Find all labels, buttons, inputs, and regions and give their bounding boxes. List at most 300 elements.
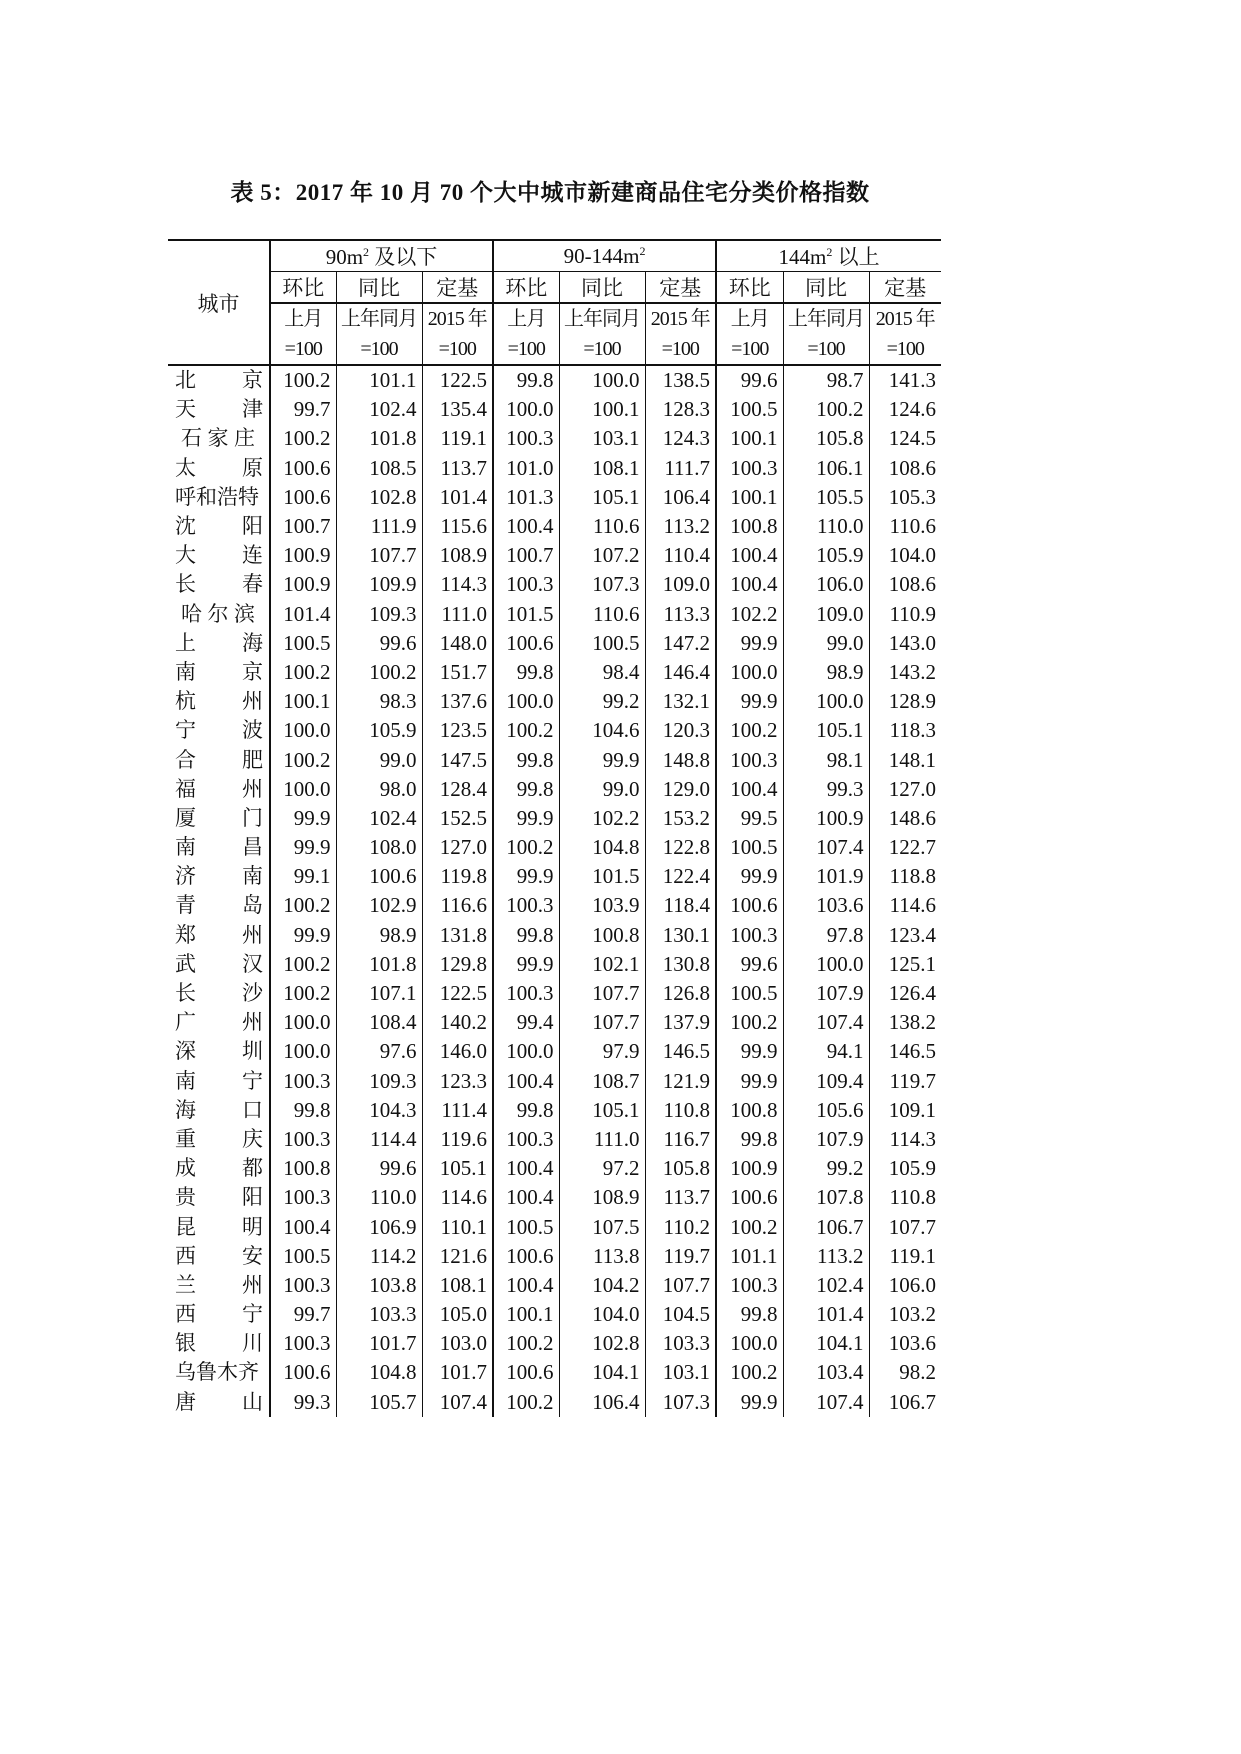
table-row — [168, 1242, 941, 1271]
value-cell: 100.4 — [493, 1183, 559, 1212]
value-cell: 105.3 — [888, 484, 937, 509]
value-cell: 124.5 — [888, 426, 937, 451]
city-name-part: 肥 — [242, 747, 263, 772]
metric-header: 环比 — [493, 272, 559, 304]
table-row — [168, 716, 941, 745]
table-row — [168, 1096, 941, 1125]
city-cell — [168, 424, 270, 453]
table-row — [168, 512, 941, 541]
value-cell: 99.2 — [559, 687, 645, 716]
table-row — [168, 454, 941, 483]
value-cell: 100.3 — [716, 454, 783, 483]
city-name-part: 银 — [175, 1331, 196, 1356]
base-header: 上年同月 — [783, 303, 869, 334]
value-cell: 105.8 — [783, 424, 869, 453]
city-cell — [168, 891, 270, 920]
value-cell: 102.1 — [559, 950, 645, 979]
value-cell: 100.7 — [270, 512, 336, 541]
value-cell: 101.4 — [783, 1300, 869, 1329]
value-cell: 100.5 — [559, 629, 645, 658]
value-cell: 105.7 — [336, 1388, 422, 1417]
value-cell: 123.3 — [422, 1067, 493, 1096]
value-cell: 106.9 — [336, 1212, 422, 1241]
value-cell: 100.9 — [270, 541, 336, 570]
value-cell: 106.1 — [783, 454, 869, 483]
city-cell — [168, 1242, 270, 1271]
value-cell: 107.8 — [783, 1183, 869, 1212]
value-cell: 100.6 — [270, 483, 336, 512]
city-name-part: 家 — [207, 426, 229, 451]
value-cell: 106.0 — [783, 570, 869, 599]
value-cell: 100.6 — [270, 454, 336, 483]
city-cell — [168, 716, 270, 745]
city-cell — [168, 1037, 270, 1066]
city-name-part: 宁 — [242, 1302, 263, 1327]
value-cell: 104.0 — [888, 543, 937, 568]
value-cell: 146.5 — [888, 1039, 937, 1064]
value-cell: 101.8 — [336, 950, 422, 979]
value-cell: 110.6 — [559, 512, 645, 541]
base-value-header: =100 — [336, 334, 422, 365]
table-title: 表 5：2017 年 10 月 70 个大中城市新建商品住宅分类价格指数 — [230, 180, 870, 205]
value-cell: 99.8 — [493, 745, 559, 774]
city-name-part: 北 — [175, 368, 196, 393]
table-row — [168, 395, 941, 424]
value-cell: 115.6 — [422, 512, 493, 541]
city-name-part: 安 — [242, 1243, 263, 1268]
table-row — [168, 1300, 941, 1329]
value-cell: 109.4 — [783, 1067, 869, 1096]
value-cell: 100.2 — [716, 1358, 783, 1387]
value-cell: 107.7 — [888, 1214, 937, 1239]
table-row — [168, 1388, 941, 1417]
value-cell: 113.7 — [422, 454, 493, 483]
city-name-part: 沙 — [242, 981, 263, 1006]
value-cell: 99.9 — [270, 921, 336, 950]
value-cell: 138.2 — [888, 1010, 937, 1035]
value-cell: 107.3 — [645, 1388, 716, 1417]
value-cell: 106.4 — [559, 1388, 645, 1417]
value-cell: 110.0 — [336, 1183, 422, 1212]
value-cell: 100.5 — [270, 1242, 336, 1271]
value-cell: 129.8 — [422, 950, 493, 979]
value-cell: 100.6 — [493, 1242, 559, 1271]
value-cell: 100.2 — [270, 950, 336, 979]
value-cell: 100.3 — [270, 1183, 336, 1212]
value-cell: 100.0 — [493, 1037, 559, 1066]
value-cell: 100.2 — [493, 1329, 559, 1358]
value-cell: 99.9 — [270, 804, 336, 833]
city-name-part: 武 — [175, 951, 196, 976]
city-name-part: 福 — [175, 776, 196, 801]
value-cell: 110.8 — [889, 1185, 937, 1210]
city-name-part: 海 — [242, 630, 263, 655]
city-cell — [168, 1067, 270, 1096]
value-cell: 99.1 — [270, 862, 336, 891]
value-cell: 99.6 — [336, 629, 422, 658]
city-name-part: 庆 — [242, 1126, 263, 1151]
city-name-part: 南 — [175, 1068, 196, 1093]
city-cell — [168, 1096, 270, 1125]
value-cell: 110.0 — [783, 512, 869, 541]
value-cell: 111.0 — [559, 1125, 645, 1154]
base-header: 2015 年 — [645, 303, 716, 334]
value-cell: 100.3 — [493, 570, 559, 599]
value-cell: 99.9 — [716, 862, 783, 891]
value-cell: 107.9 — [783, 979, 869, 1008]
value-cell: 124.3 — [645, 424, 716, 453]
city-cell — [168, 454, 270, 483]
base-header: 2015 年 — [422, 303, 493, 334]
value-cell: 100.5 — [716, 833, 783, 862]
value-cell: 148.6 — [888, 805, 937, 830]
value-cell: 108.6 — [888, 455, 937, 480]
city-name-part: 门 — [242, 805, 263, 830]
city-name-part: 南 — [175, 659, 196, 684]
value-cell: 100.2 — [493, 716, 559, 745]
value-cell: 100.6 — [716, 891, 783, 920]
metric-header: 环比 — [716, 272, 783, 304]
city-name-part: 哈 — [181, 601, 202, 626]
value-cell: 98.2 — [899, 1360, 937, 1385]
value-cell: 104.2 — [559, 1271, 645, 1300]
value-cell: 107.1 — [336, 979, 422, 1008]
city-name-part: 州 — [242, 689, 263, 714]
table-row — [168, 833, 941, 862]
value-cell: 100.0 — [559, 365, 645, 395]
value-cell: 103.8 — [336, 1271, 422, 1300]
value-cell: 101.0 — [493, 454, 559, 483]
value-cell: 100.9 — [783, 804, 869, 833]
value-cell: 108.6 — [888, 572, 937, 597]
city-cell — [168, 1271, 270, 1300]
value-cell: 97.8 — [783, 921, 869, 950]
city-name-part: 明 — [242, 1214, 263, 1239]
value-cell: 98.9 — [336, 921, 422, 950]
city-name-part: 州 — [242, 1272, 263, 1297]
value-cell: 102.9 — [336, 891, 422, 920]
base-value-header: =100 — [493, 334, 559, 365]
value-cell: 107.4 — [783, 1388, 869, 1417]
table-row — [168, 1212, 941, 1241]
base-value-header: =100 — [783, 334, 869, 365]
value-cell: 100.3 — [493, 891, 559, 920]
value-cell: 107.5 — [559, 1212, 645, 1241]
city-name-part: 连 — [242, 543, 263, 568]
city-cell — [168, 833, 270, 862]
city-name-part: 沈 — [175, 514, 196, 539]
value-cell: 101.4 — [422, 483, 493, 512]
metric-header: 定基 — [645, 272, 716, 304]
city-name-part: 京 — [242, 368, 263, 393]
value-cell: 102.2 — [559, 804, 645, 833]
value-cell: 152.5 — [422, 804, 493, 833]
value-cell: 100.3 — [716, 745, 783, 774]
city-name-part: 昆 — [175, 1214, 196, 1239]
city-cell — [168, 1183, 270, 1212]
value-cell: 98.1 — [783, 745, 869, 774]
value-cell: 106.0 — [888, 1272, 937, 1297]
city-name-part: 宁 — [175, 718, 196, 743]
value-cell: 120.3 — [645, 716, 716, 745]
value-cell: 100.5 — [493, 1212, 559, 1241]
table-row — [168, 424, 941, 453]
value-cell: 100.6 — [270, 1358, 336, 1387]
value-cell: 103.3 — [645, 1329, 716, 1358]
value-cell: 99.9 — [716, 1388, 783, 1417]
city-name-part: 滨 — [234, 601, 255, 626]
value-cell: 105.1 — [559, 1096, 645, 1125]
table-row — [168, 1067, 941, 1096]
value-cell: 122.5 — [422, 365, 493, 395]
value-cell: 99.4 — [493, 1008, 559, 1037]
value-cell: 104.1 — [783, 1329, 869, 1358]
value-cell: 109.1 — [888, 1097, 937, 1122]
value-cell: 123.4 — [888, 922, 937, 947]
table-row — [168, 891, 941, 920]
value-cell: 100.6 — [493, 629, 559, 658]
city-name-part: 岛 — [242, 893, 263, 918]
value-cell: 101.5 — [493, 600, 559, 629]
table-row — [168, 862, 941, 891]
city-name-part: 津 — [242, 397, 263, 422]
value-cell: 101.7 — [422, 1358, 493, 1387]
base-header: 上年同月 — [336, 303, 422, 334]
city-column-header: 城市 — [168, 240, 270, 365]
city-cell — [168, 979, 270, 1008]
value-cell: 100.2 — [783, 395, 869, 424]
base-value-header: =100 — [645, 334, 716, 365]
value-cell: 105.9 — [783, 541, 869, 570]
value-cell: 104.6 — [559, 716, 645, 745]
city-name-part: 庄 — [234, 426, 255, 451]
value-cell: 110.6 — [559, 600, 645, 629]
city-cell — [168, 541, 270, 570]
value-cell: 105.8 — [645, 1154, 716, 1183]
value-cell: 147.2 — [645, 629, 716, 658]
value-cell: 99.7 — [270, 395, 336, 424]
value-cell: 111.7 — [645, 454, 716, 483]
value-cell: 100.6 — [493, 1358, 559, 1387]
value-cell: 100.3 — [270, 1067, 336, 1096]
value-cell: 100.0 — [270, 1037, 336, 1066]
city-name-part: 阳 — [242, 1185, 263, 1210]
value-cell: 100.2 — [270, 745, 336, 774]
value-cell: 99.8 — [493, 921, 559, 950]
value-cell: 105.1 — [422, 1154, 493, 1183]
value-cell: 107.7 — [559, 979, 645, 1008]
value-cell: 104.1 — [559, 1358, 645, 1387]
value-cell: 143.0 — [888, 630, 937, 655]
value-cell: 110.6 — [889, 514, 937, 539]
value-cell: 108.4 — [336, 1008, 422, 1037]
value-cell: 100.3 — [716, 921, 783, 950]
group-header-small: $90m^2$ 及以下 — [270, 240, 493, 272]
value-cell: 128.9 — [888, 689, 937, 714]
value-cell: 107.2 — [559, 541, 645, 570]
value-cell: 100.5 — [716, 395, 783, 424]
value-cell: 99.0 — [336, 745, 422, 774]
value-cell: 99.6 — [716, 365, 783, 395]
value-cell: 103.4 — [783, 1358, 869, 1387]
value-cell: 130.1 — [645, 921, 716, 950]
city-name-part: 上 — [175, 630, 196, 655]
city-name-part: 汉 — [242, 951, 263, 976]
value-cell: 99.6 — [336, 1154, 422, 1183]
city-name-part: 兰 — [175, 1272, 196, 1297]
value-cell: 101.5 — [559, 862, 645, 891]
value-cell: 126.8 — [645, 979, 716, 1008]
table-row — [168, 1008, 941, 1037]
city-name-part: 太 — [175, 455, 196, 480]
value-cell: 100.6 — [716, 1183, 783, 1212]
value-cell: 121.6 — [422, 1242, 493, 1271]
value-cell: 100.2 — [336, 658, 422, 687]
value-cell: 119.1 — [889, 1243, 937, 1268]
value-cell: 103.3 — [336, 1300, 422, 1329]
value-cell: 102.2 — [716, 600, 783, 629]
value-cell: 114.4 — [336, 1125, 422, 1154]
value-cell: 101.7 — [336, 1329, 422, 1358]
city-name-part: 厦 — [175, 805, 196, 830]
value-cell: 100.2 — [270, 891, 336, 920]
city-name-part: 昌 — [242, 835, 263, 860]
value-cell: 100.3 — [270, 1271, 336, 1300]
table-row — [168, 570, 941, 599]
metric-header: 定基 — [869, 272, 941, 304]
value-cell: 148.8 — [645, 745, 716, 774]
value-cell: 132.1 — [645, 687, 716, 716]
city-cell — [168, 862, 270, 891]
value-cell: 125.1 — [888, 951, 937, 976]
table-row — [168, 365, 941, 395]
base-value-header: =100 — [270, 334, 336, 365]
value-cell: 109.0 — [783, 600, 869, 629]
city-name-part: 州 — [242, 922, 263, 947]
value-cell: 100.0 — [783, 950, 869, 979]
value-cell: 100.2 — [493, 1388, 559, 1417]
value-cell: 107.4 — [783, 1008, 869, 1037]
value-cell: 99.0 — [559, 775, 645, 804]
value-cell: 99.3 — [270, 1388, 336, 1417]
value-cell: 98.7 — [783, 365, 869, 395]
value-cell: 104.0 — [559, 1300, 645, 1329]
value-cell: 100.6 — [336, 862, 422, 891]
city-name-part: 石 — [181, 426, 202, 451]
value-cell: 103.1 — [645, 1358, 716, 1387]
value-cell: 103.6 — [888, 1331, 937, 1356]
city-name-part: 呼和浩特 — [175, 484, 259, 509]
value-cell: 100.3 — [270, 1329, 336, 1358]
value-cell: 101.3 — [493, 483, 559, 512]
city-cell — [168, 1008, 270, 1037]
value-cell: 114.2 — [336, 1242, 422, 1271]
value-cell: 119.6 — [422, 1125, 493, 1154]
city-cell — [168, 921, 270, 950]
table-row — [168, 483, 941, 512]
base-value-header: =100 — [559, 334, 645, 365]
value-cell: 100.3 — [493, 1125, 559, 1154]
value-cell: 138.5 — [645, 365, 716, 395]
city-name-part: 尔 — [207, 601, 229, 626]
value-cell: 103.0 — [422, 1329, 493, 1358]
city-name-part: 长 — [175, 572, 196, 597]
value-cell: 114.3 — [422, 570, 493, 599]
value-cell: 137.6 — [422, 687, 493, 716]
value-cell: 102.4 — [783, 1271, 869, 1300]
value-cell: 100.2 — [716, 1008, 783, 1037]
value-cell: 118.4 — [645, 891, 716, 920]
city-cell — [168, 1154, 270, 1183]
value-cell: 119.8 — [422, 862, 493, 891]
value-cell: 148.1 — [888, 747, 937, 772]
value-cell: 100.8 — [716, 512, 783, 541]
table-row — [168, 775, 941, 804]
city-name-part: 大 — [175, 543, 196, 568]
value-cell: 116.6 — [422, 891, 493, 920]
value-cell: 113.7 — [645, 1183, 716, 1212]
value-cell: 127.0 — [888, 776, 937, 801]
value-cell: 108.1 — [559, 454, 645, 483]
city-name-part: 西 — [175, 1302, 196, 1327]
value-cell: 123.5 — [422, 716, 493, 745]
value-cell: 99.9 — [716, 629, 783, 658]
city-cell — [168, 1300, 270, 1329]
value-cell: 97.2 — [559, 1154, 645, 1183]
value-cell: 109.0 — [645, 570, 716, 599]
value-cell: 137.9 — [645, 1008, 716, 1037]
value-cell: 141.3 — [888, 368, 937, 393]
table-body — [168, 365, 941, 1417]
value-cell: 100.2 — [716, 716, 783, 745]
value-cell: 107.7 — [645, 1271, 716, 1300]
base-header: 上月 — [270, 303, 336, 334]
value-cell: 109.3 — [336, 600, 422, 629]
value-cell: 98.4 — [559, 658, 645, 687]
value-cell: 99.9 — [493, 862, 559, 891]
value-cell: 100.8 — [559, 921, 645, 950]
value-cell: 105.0 — [422, 1300, 493, 1329]
city-name-part: 合 — [175, 747, 196, 772]
value-cell: 110.9 — [889, 601, 937, 626]
metric-header: 定基 — [422, 272, 493, 304]
city-name-part: 长 — [175, 981, 196, 1006]
value-cell: 106.7 — [888, 1389, 937, 1414]
city-name-part: 宁 — [242, 1068, 263, 1093]
value-cell: 99.8 — [716, 1300, 783, 1329]
value-cell: 99.8 — [493, 365, 559, 395]
value-cell: 146.4 — [645, 658, 716, 687]
value-cell: 99.9 — [559, 745, 645, 774]
value-cell: 99.9 — [493, 804, 559, 833]
value-cell: 128.4 — [422, 775, 493, 804]
city-name-part: 都 — [242, 1156, 263, 1181]
value-cell: 107.9 — [783, 1125, 869, 1154]
city-cell — [168, 1212, 270, 1241]
base-value-header: =100 — [869, 334, 941, 365]
city-name-part: 杭 — [175, 689, 196, 714]
value-cell: 100.3 — [493, 424, 559, 453]
value-cell: 151.7 — [422, 658, 493, 687]
value-cell: 102.4 — [336, 804, 422, 833]
value-cell: 100.3 — [716, 1271, 783, 1300]
table-header — [168, 240, 941, 365]
value-cell: 104.5 — [645, 1300, 716, 1329]
value-cell: 128.3 — [645, 395, 716, 424]
metric-header: 同比 — [559, 272, 645, 304]
value-cell: 100.4 — [716, 541, 783, 570]
value-cell: 98.3 — [336, 687, 422, 716]
